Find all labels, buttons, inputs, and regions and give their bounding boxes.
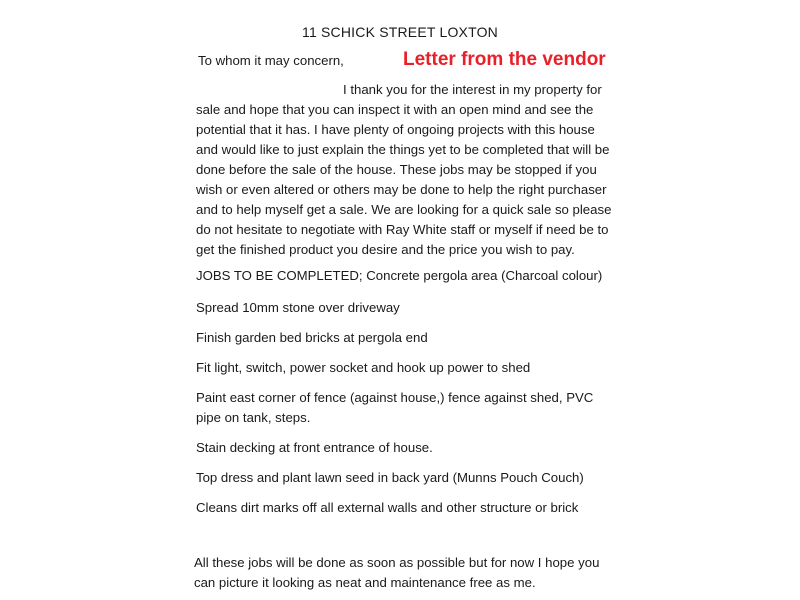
- closing-paragraph: All these jobs will be done as soon as possible but for now I hope you can picture it looking as neat and maintenance free as me.: [194, 555, 600, 590]
- closing-paragraph-block: [194, 553, 614, 593]
- job-item: Finish garden bed bricks at pergola end: [196, 330, 428, 345]
- jobs-heading: JOBS TO BE COMPLETED; Concrete pergola area (Charcoal colour): [196, 268, 603, 283]
- job-item: Paint east corner of fence (against house,) fence against shed, PVC pipe on tank, steps.: [196, 390, 594, 425]
- job-item: Top dress and plant lawn seed in back yard (Munns Pouch Couch): [196, 470, 584, 485]
- salutation: To whom it may concern,: [198, 53, 344, 68]
- intro-paragraph: I thank you for the interest in my property for sale and hope that you can inspect it with an open mind and see the potential that it has. I have plenty of ongoing projects with this house and would like to just explain the things yet to be completed that will be done before the sale of the house. These jobs may be stopped if you wish or even altered or others may be done to help the right purchaser and to help myself get a sale. We are looking for a quick sale so please do not hesitate to negotiate with Ray White staff or myself if need be to get the finished product you desire and the price you wish to pay.: [196, 82, 612, 257]
- intro-paragraph-block: [196, 80, 616, 260]
- vendor-letter-stamp: Letter from the vendor: [403, 49, 606, 70]
- letter-title: 11 SCHICK STREET LOXTON: [302, 24, 498, 40]
- job-item: Spread 10mm stone over driveway: [196, 300, 400, 315]
- job-item: Fit light, switch, power socket and hook up power to shed: [196, 360, 531, 375]
- jobs-list: [196, 266, 616, 528]
- job-item: Cleans dirt marks off all external walls and other structure or brick: [196, 500, 579, 515]
- job-item: Stain decking at front entrance of house.: [196, 440, 433, 455]
